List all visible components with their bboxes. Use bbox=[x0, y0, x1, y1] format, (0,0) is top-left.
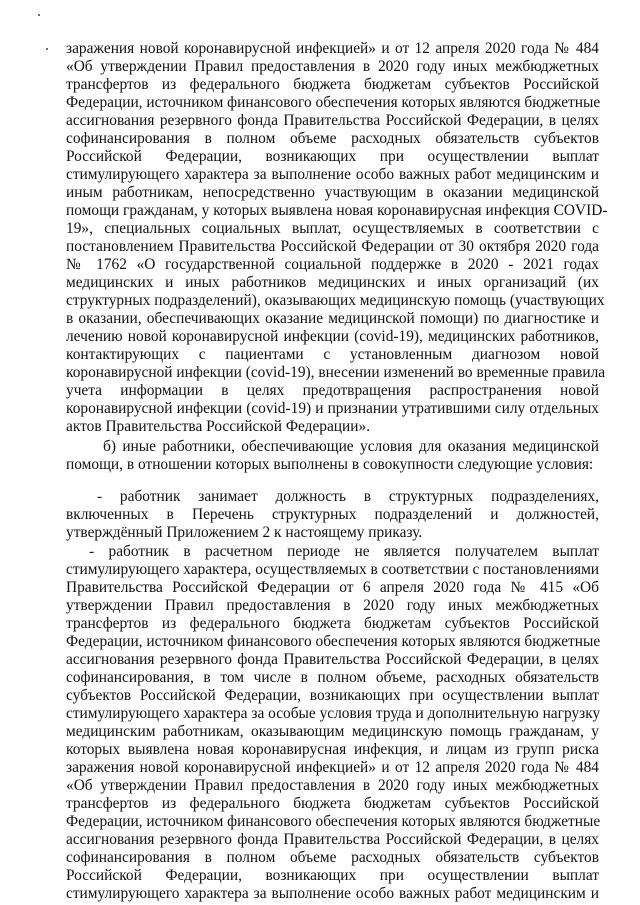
text-line: заражения новой коронавирусной инфекцией» и от 12 апреля 2020 года № 484 bbox=[66, 759, 599, 776]
text-line: стимулирующего характера, осуществляемых в соответствии с постановлениями bbox=[66, 561, 600, 578]
text-line: ассигнования резервного фонда Правительства Российской Федерации, в целях bbox=[66, 112, 599, 129]
text-line: которых выявлена новая коронавирусная инфекция, и лицам из групп риска bbox=[66, 741, 599, 758]
text-line: помощи, в отношении которых выполнены в совокупности следующие условия: bbox=[66, 456, 594, 473]
text-line: лечению новой коронавирусной инфекции (covid-19), медицинских работников, bbox=[66, 328, 599, 345]
text-line: в оказании, обеспечивающих оказание медицинской помощи) по диагностике и bbox=[66, 310, 599, 327]
text-line: Российской Федерации, возникающих при осуществлении выплат bbox=[66, 867, 599, 884]
text-line: Федерации, источником финансового обеспечения которых являются бюджетные bbox=[66, 813, 601, 830]
text-line: трансфертов из федерального бюджета бюджетам субъектов Российской bbox=[66, 795, 599, 812]
text-line: иным работникам, непосредственно участвующим в оказании медицинской bbox=[66, 184, 599, 201]
text-line: учета информации в целях предотвращения распространения новой bbox=[66, 382, 599, 399]
text-line: б) иные работники, обеспечивающие условия для оказания медицинской bbox=[103, 438, 599, 455]
text-line: заражения новой коронавирусной инфекцией» и от 12 апреля 2020 года № 484 bbox=[66, 40, 599, 57]
text-line: стимулирующего характера за выполнение особо важных работ медицинским и bbox=[66, 885, 599, 902]
text-line: актов Правительства Российской Федерации». bbox=[66, 418, 371, 435]
text-line: стимулирующего характера за особые условия труда и дополнительную нагрузку bbox=[66, 705, 601, 722]
text-line: Российской Федерации, возникающих при осуществлении выплат bbox=[66, 148, 599, 165]
text-line: - работник занимает должность в структурных подразделениях, bbox=[97, 488, 599, 505]
text-line: софинансирования в полном объеме расходных обязательств субъектов bbox=[66, 849, 599, 866]
text-line: помощи гражданам, у которых выявлена новая коронавирусная инфекция COVID- bbox=[66, 202, 608, 219]
text-line: стимулирующего характера за выполнение особо важных работ медицинским и bbox=[66, 166, 599, 183]
text-line: софинансирования в полном объеме расходных обязательств субъектов bbox=[66, 130, 599, 147]
text-line: контактирующих с пациентами с установленным диагнозом новой bbox=[66, 346, 599, 363]
text-line: утверждении Правил предоставления в 2020 году иных межбюджетных bbox=[66, 597, 599, 614]
text-line: медицинских и иных работников медицинских и иных организаций (их bbox=[66, 274, 599, 291]
text-line: Правительства Российской Федерации от 6 апреля 2020 года № 415 «Об bbox=[66, 579, 599, 596]
text-line: софинансирования, в том числе в полном объеме, расходных обязательств bbox=[66, 669, 599, 686]
text-line: постановлением Правительства Российской Федерации от 30 октября 2020 года bbox=[66, 238, 599, 255]
text-line: субъектов Российской Федерации, возникающих при осуществлении выплат bbox=[66, 687, 599, 704]
text-line: утверждённый Приложением 2 к настоящему приказу. bbox=[66, 524, 423, 541]
text-line: 19», специальных социальных выплат, осуществляемых в соответствии с bbox=[66, 220, 599, 237]
text-line: - работник в расчетном периоде не является получателем выплат bbox=[89, 543, 599, 560]
text-line: включенных в Перечень структурных подразделений и должностей, bbox=[66, 506, 599, 523]
text-line: трансфертов из федерального бюджета бюджетам субъектов Российской bbox=[66, 615, 599, 632]
text-line: Федерации, источником финансового обеспечения которых являются бюджетные bbox=[66, 633, 601, 650]
text-line: «Об утверждении Правил предоставления в 2020 году иных межбюджетных bbox=[66, 58, 599, 75]
text-line: «Об утверждении Правил предоставления в 2020 году иных межбюджетных bbox=[66, 777, 599, 794]
text-line: структурных подразделений), оказывающих медицинскую помощь (участвующих bbox=[66, 292, 605, 309]
text-line: коронавирусной инфекции (covid-19) и признании утратившими силу отдельных bbox=[66, 400, 599, 417]
scan-speck bbox=[38, 14, 40, 16]
scan-speck bbox=[46, 48, 48, 50]
text-line: Федерации, источником финансового обеспечения которых являются бюджетные bbox=[66, 94, 601, 111]
text-line: коронавирусной инфекции (covid-19), внесении изменений во временные правила bbox=[66, 364, 606, 381]
text-line: трансфертов из федерального бюджета бюджетам субъектов Российской bbox=[66, 76, 599, 93]
text-line: медицинским работникам, оказывающим медицинскую помощь гражданам, у bbox=[66, 723, 599, 740]
text-line: ассигнования резервного фонда Правительства Российской Федерации, в целях bbox=[66, 651, 599, 668]
text-line: № 1762 «О государственной социальной поддержке в 2020 - 2021 годах bbox=[66, 256, 599, 273]
text-line: ассигнования резервного фонда Правительства Российской Федерации, в целях bbox=[66, 831, 599, 848]
